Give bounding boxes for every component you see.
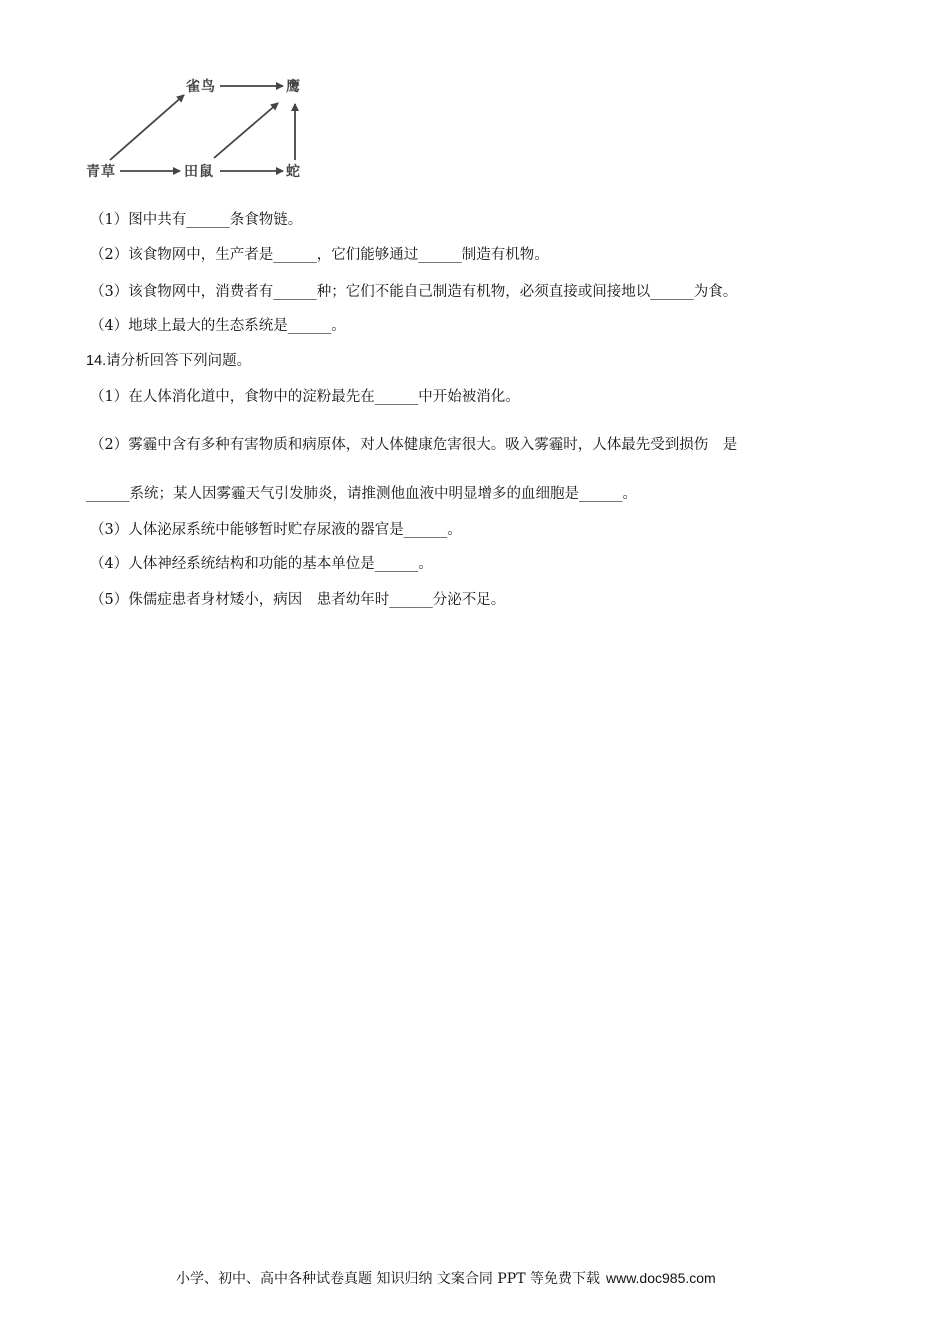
q14-item-2: （2）雾霾中含有多种有害物质和病原体，对人体健康危害很大。吸入雾霾时，人体最先受到损伤 是	[90, 437, 738, 453]
footer-text: 小学、初中、高中各种试卷真题 知识归纳 文案合同 PPT 等免费下载	[176, 1271, 600, 1287]
q13-item-2: （2）该食物网中，生产者是______，它们能够通过______制造有机物。	[90, 247, 549, 263]
q14-item-5: （5）侏儒症患者身材矮小，病因 患者幼年时______分泌不足。	[90, 592, 506, 608]
node-bird: 雀鸟	[186, 79, 216, 95]
food-web-diagram	[80, 68, 320, 188]
arrow-mouse-to-eagle	[214, 103, 278, 158]
q14-title: 请分析回答下列问题。	[106, 353, 252, 369]
q13-item-1: （1）图中共有______条食物链。	[90, 212, 303, 228]
node-mouse: 田鼠	[184, 164, 214, 180]
node-eagle: 鹰	[286, 79, 301, 95]
node-snake: 蛇	[286, 164, 301, 180]
q13-item-4: （4）地球上最大的生态系统是______。	[90, 318, 346, 334]
q14-item-4: （4）人体神经系统结构和功能的基本单位是______。	[90, 556, 433, 572]
q14-item-3: （3）人体泌尿系统中能够暂时贮存尿液的器官是______。	[90, 522, 462, 538]
q14-item-1: （1）在人体消化道中，食物中的淀粉最先在______中开始被消化。	[90, 389, 520, 405]
q14-item-2-continued: ______系统；某人因雾霾天气引发肺炎，请推测他血液中明显增多的血细胞是______。	[86, 486, 637, 502]
page-footer	[176, 1268, 716, 1288]
q13-item-3: （3）该食物网中，消费者有______种；它们不能自己制造有机物，必须直接或间接地以______为食。	[90, 284, 738, 300]
arrow-grass-to-bird	[110, 95, 184, 160]
q14-heading	[86, 351, 251, 371]
node-grass: 青草	[86, 164, 116, 180]
q14-number: 14.	[86, 353, 107, 369]
footer-url[interactable]: www.doc985.com	[605, 1270, 716, 1286]
